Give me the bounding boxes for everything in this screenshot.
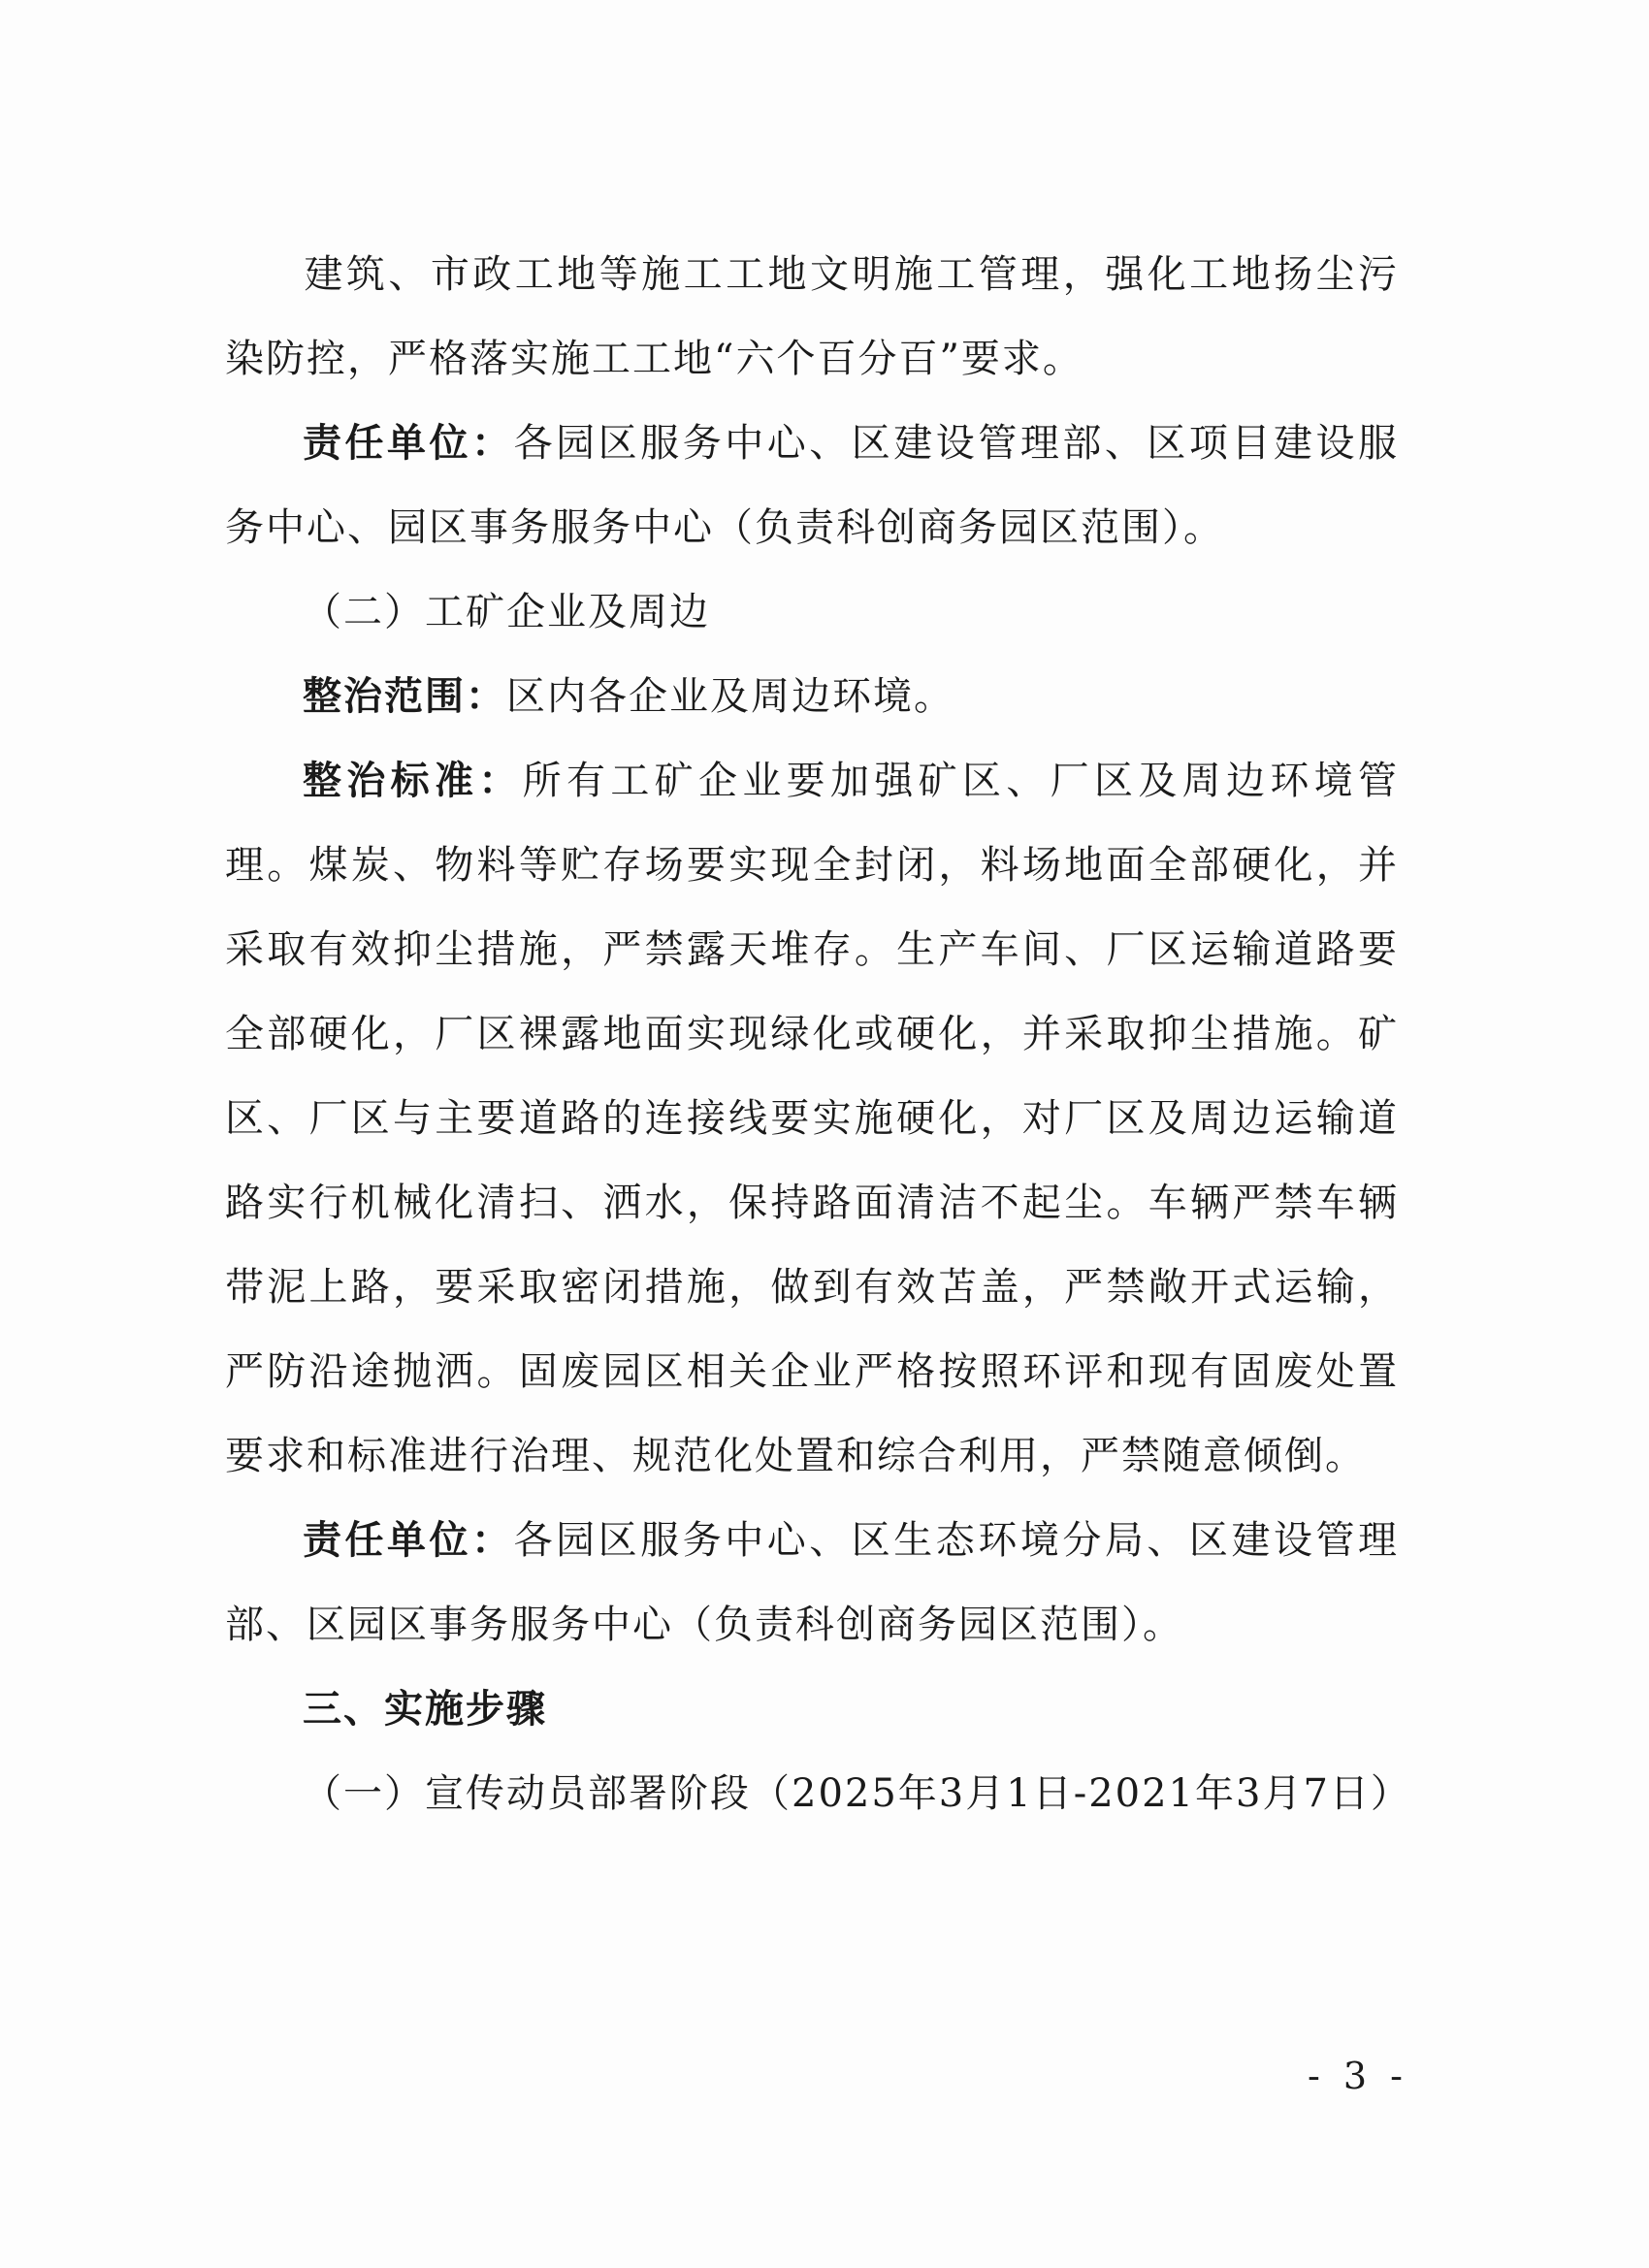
subheading-industrial-enterprises xyxy=(225,570,1399,655)
remediation-scope-text: 区内各企业及周边环境。 xyxy=(506,674,954,719)
responsible-units-text: 各园区服务中心、区生态环境分局、区建设管理部、区园区事务服务中心（负责科创商务园区范围）。 xyxy=(225,1518,1400,1647)
document-body xyxy=(225,233,1411,1836)
responsible-units-text: 各园区服务中心、区建设管理部、区项目建设服务中心、园区事务服务中心（负责科创商务园区范围）。 xyxy=(225,421,1400,550)
paragraph-responsible-units-2 xyxy=(225,1499,1399,1668)
responsible-units-label: 责任单位： xyxy=(303,421,514,466)
paragraph-continuation xyxy=(225,233,1399,402)
paragraph-text: 建筑、市政工地等施工工地文明施工管理，强化工地扬尘污染防控，严格落实施工工地“六个百分百”要求。 xyxy=(225,252,1399,381)
remediation-scope-label: 整治范围： xyxy=(303,674,506,719)
remediation-standard-label: 整治标准： xyxy=(303,759,523,803)
subheading-text: （二）工矿企业及周边 xyxy=(303,590,710,634)
section-heading-implementation-steps xyxy=(225,1668,1399,1752)
paragraph-remediation-scope xyxy=(225,655,1399,739)
responsible-units-label: 责任单位： xyxy=(303,1518,514,1563)
remediation-standard-text: 所有工矿企业要加强矿区、厂区及周边环境管理。煤炭、物料等贮存场要实现全封闭，料场地面全部硬化，并采取有效抑尘措施，严禁露天堆存。生产车间、厂区运输道路要全部硬化，厂区裸露地面实现绿化或硬化，并采取抑尘措施。矿区、厂区与主要道路的连接线要实施硬化，对厂区及周边运输道路实行机械化清扫、洒水，保持路面清洁不起尘。车辆严禁车辆带泥上路，要采取密闭措施，做到有效苫盖，严禁敞开式运输，严防沿途抛洒。固废园区相关企业严格按照环评和现有固废处置要求和标准进行治理、规范化处置和综合利用，严禁随意倾倒。 xyxy=(225,759,1400,1478)
paragraph-remediation-standard xyxy=(225,739,1399,1499)
subheading-text: （一）宣传动员部署阶段（2025年3月1日-2021年3月7日） xyxy=(303,1771,1411,1816)
section-heading-text: 三、实施步骤 xyxy=(303,1687,547,1732)
subheading-publicity-phase xyxy=(225,1752,1411,1836)
paragraph-responsible-units-1 xyxy=(225,402,1399,570)
page-number: - 3 - xyxy=(1307,2055,1408,2097)
